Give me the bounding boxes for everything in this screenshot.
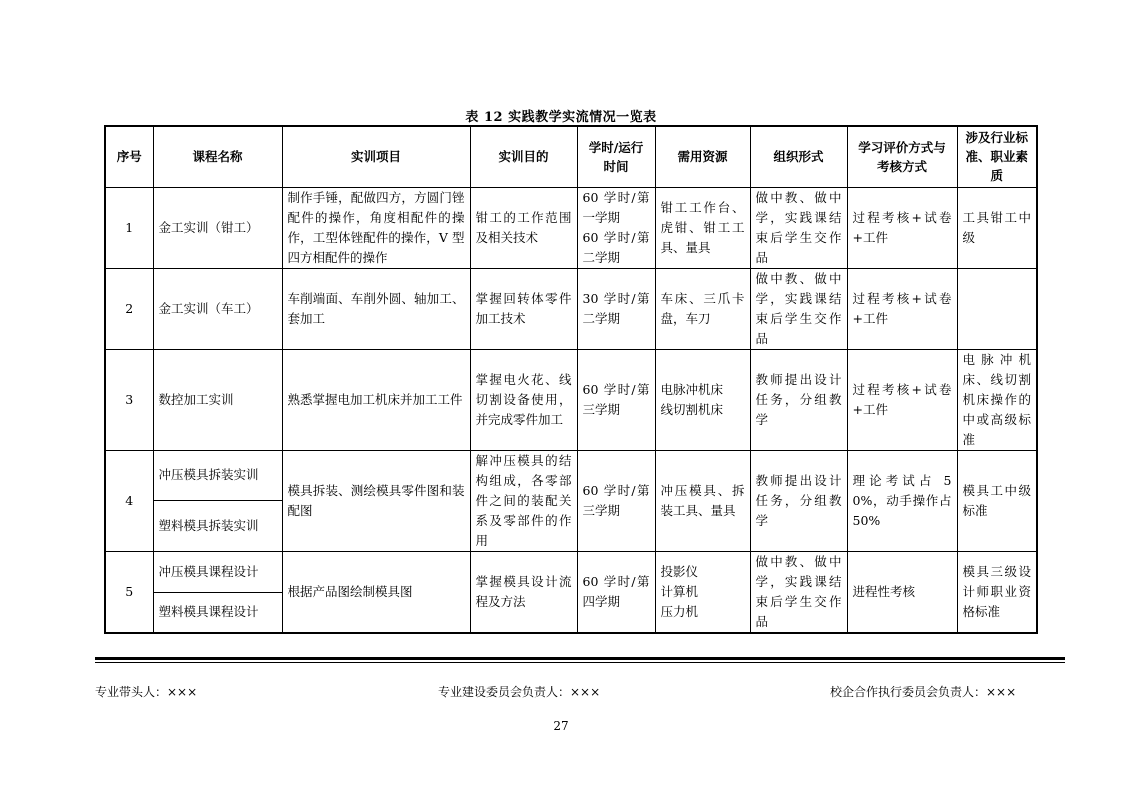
row-course-b: 塑料模具课程设计: [153, 592, 282, 633]
footer-divider-thick: [95, 657, 1065, 660]
row-purpose: 钳工的工作范围及相关技术: [470, 187, 577, 268]
row-resources: 投影仪 计算机 压力机: [655, 551, 750, 633]
row-org: 做中教、做中学，实践课结束后学生交作品: [750, 187, 847, 268]
row-hours: 60 学时/第四学期: [577, 551, 655, 633]
table-title: 表 12 实践教学实流情况一览表: [465, 110, 657, 125]
header-resources: 需用资源: [655, 126, 750, 187]
row-project: 模具拆装、测绘模具零件图和装配图: [282, 450, 470, 551]
row-course: 金工实训（钳工）: [153, 187, 282, 268]
row-resources: 车床、三爪卡盘，车刀: [655, 268, 750, 349]
row-standard: 模具工中级标准: [957, 450, 1037, 551]
footer-leader: 专业带头人：×××: [95, 685, 198, 699]
row-no: 2: [105, 268, 153, 349]
header-assess: 学习评价方式与考核方式: [847, 126, 957, 187]
page-number: 27: [553, 719, 569, 733]
row-org: 做中教、做中学，实践课结束后学生交作品: [750, 551, 847, 633]
row-org: 教师提出设计任务，分组教学: [750, 349, 847, 450]
table-row: [105, 450, 1037, 501]
header-org: 组织形式: [750, 126, 847, 187]
table-row: [105, 349, 1037, 450]
practice-teaching-table: [104, 125, 1038, 634]
row-hours: 60 学时/第三学期: [577, 349, 655, 450]
row-course: 数控加工实训: [153, 349, 282, 450]
row-resources: 冲压模具、拆装工具、量具: [655, 450, 750, 551]
row-standard: 工具钳工中级: [957, 187, 1037, 268]
row-no: 5: [105, 551, 153, 633]
row-course-a: 冲压模具课程设计: [153, 551, 282, 592]
row-project: 车削端面、车削外圆、轴加工、套加工: [282, 268, 470, 349]
header-project: 实训项目: [282, 126, 470, 187]
row-hours: 30 学时/第二学期: [577, 268, 655, 349]
row-course-a: 冲压模具拆装实训: [153, 450, 282, 501]
row-org: 做中教、做中学，实践课结束后学生交作品: [750, 268, 847, 349]
table-header-row: [105, 126, 1037, 187]
row-course: 金工实训（车工）: [153, 268, 282, 349]
table-row: [105, 187, 1037, 268]
row-assess: 理论考试占 50%，动手操作占 50%: [847, 450, 957, 551]
row-no: 1: [105, 187, 153, 268]
row-hours: 60 学时/第一学期 60 学时/第二学期: [577, 187, 655, 268]
row-hours: 60 学时/第三学期: [577, 450, 655, 551]
table-row: [105, 268, 1037, 349]
header-course: 课程名称: [153, 126, 282, 187]
row-resources: 钳工工作台、虎钳、钳工工具、量具: [655, 187, 750, 268]
header-purpose: 实训目的: [470, 126, 577, 187]
row-project: 根据产品图绘制模具图: [282, 551, 470, 633]
row-purpose: 解冲压模具的结构组成，各零部件之间的装配关系及零部件的作用: [470, 450, 577, 551]
row-purpose: 掌握回转体零件加工技术: [470, 268, 577, 349]
header-standard: 涉及行业标准、职业素质: [957, 126, 1037, 187]
row-assess: 进程性考核: [847, 551, 957, 633]
row-org: 教师提出设计任务，分组教学: [750, 450, 847, 551]
row-project: 熟悉掌握电加工机床并加工工件: [282, 349, 470, 450]
footer-divider-thin: [95, 662, 1065, 663]
header-hours: 学时/运行时间: [577, 126, 655, 187]
footer-school-enterprise: 校企合作执行委员会负责人：×××: [830, 685, 1017, 699]
row-purpose: 掌握电火花、线切割设备使用，并完成零件加工: [470, 349, 577, 450]
row-project: 制作手锤，配做四方，方圆门锉配件的操作，角度相配件的操作，工型体锉配件的操作，V 型四方相配件的操作: [282, 187, 470, 268]
header-no: 序号: [105, 126, 153, 187]
row-no: 4: [105, 450, 153, 551]
row-purpose: 掌握模具设计流程及方法: [470, 551, 577, 633]
footer-committee: 专业建设委员会负责人：×××: [438, 685, 601, 699]
table-row: [105, 551, 1037, 592]
row-assess: 过程考核+试卷+工件: [847, 187, 957, 268]
row-resources: 电脉冲机床 线切割机床: [655, 349, 750, 450]
row-standard: 模具三级设计师职业资格标准: [957, 551, 1037, 633]
row-course-b: 塑料模具拆装实训: [153, 501, 282, 552]
row-standard: [957, 268, 1037, 349]
row-standard: 电脉冲机床、线切割机床操作的中或高级标准: [957, 349, 1037, 450]
row-assess: 过程考核+试卷+工件: [847, 268, 957, 349]
row-assess: 过程考核+试卷+工件: [847, 349, 957, 450]
row-no: 3: [105, 349, 153, 450]
